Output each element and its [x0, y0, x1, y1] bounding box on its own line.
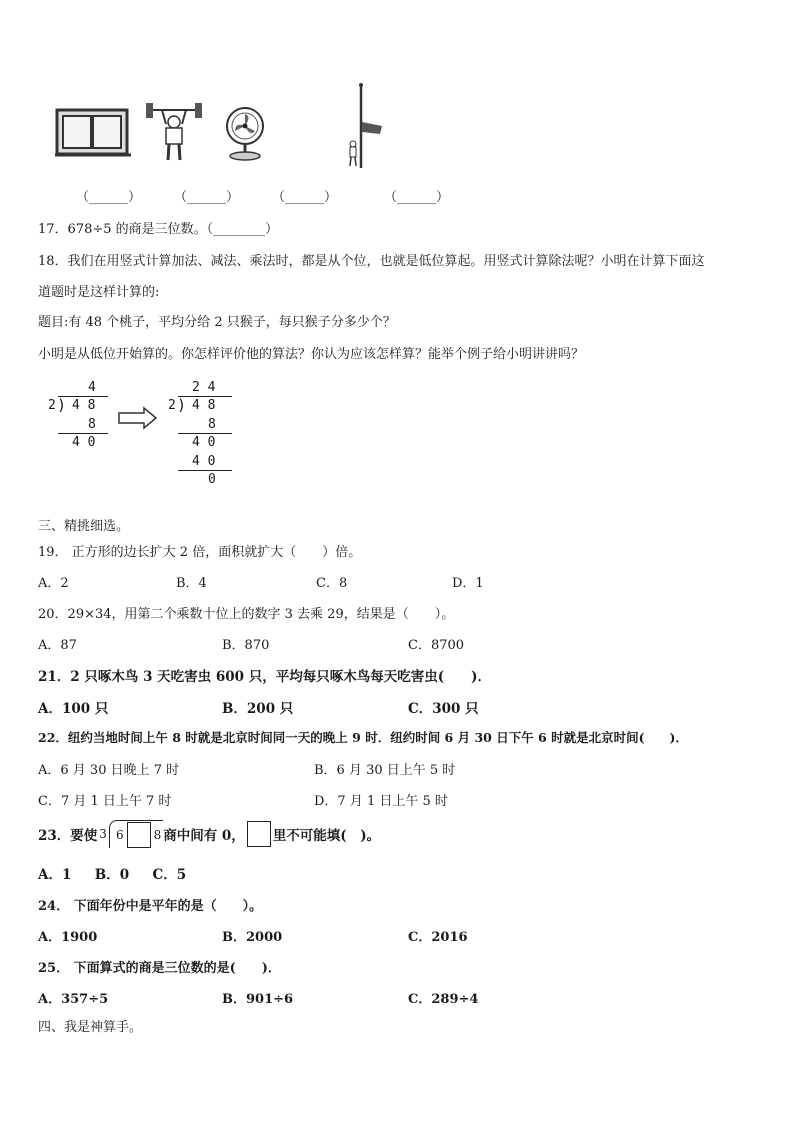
- q19-option-c[interactable]: C．8: [316, 576, 348, 591]
- ld-left-dividend: 4 8: [72, 398, 96, 413]
- q25-option-b[interactable]: B．901÷6: [222, 992, 294, 1007]
- q23-options: [38, 863, 186, 883]
- q19-option-a[interactable]: A．2: [38, 576, 69, 591]
- ld-right-step3: 4 0: [192, 454, 216, 469]
- q23-option-b[interactable]: B．0: [94, 867, 130, 883]
- q23-suffix: 里不可能填( )。: [272, 828, 381, 844]
- section-4-heading: 四、我是神算手。: [38, 1020, 143, 1035]
- q24-option-c[interactable]: C．2016: [408, 930, 468, 945]
- question-18-line-2: 道题时是这样计算的:: [38, 285, 160, 300]
- ld-right-quotient: 2 4: [192, 380, 216, 395]
- q20-option-a[interactable]: A．87: [38, 638, 77, 653]
- q23-option-c[interactable]: C．5: [152, 867, 187, 883]
- ld-right-step1: 8: [208, 417, 216, 432]
- ld-left-line: [58, 433, 108, 434]
- ld-left-bracket: ): [57, 396, 67, 414]
- question-18-line-4: 小明是从低位开始算的。你怎样评价他的算法？你认为应该怎样算？能举个例子给小明讲讲吗？: [38, 347, 585, 362]
- picture-blank-4[interactable]: （______）: [384, 190, 450, 205]
- question-20: 20．29×34，用第二个乘数十位上的数字 3 去乘 29，结果是（ ）。: [38, 607, 455, 622]
- question-23: [38, 820, 380, 848]
- q21-option-c[interactable]: C．300 只: [408, 701, 479, 717]
- question-19: 19． 正方形的边长扩大 2 倍，面积就扩大（ ）倍。: [38, 545, 362, 560]
- window-picture: [55, 108, 133, 162]
- q23-middle: 商中间有 0，: [163, 828, 245, 844]
- q23-digit-3: 8: [153, 828, 162, 842]
- ld-right-line-1: [178, 433, 232, 434]
- ld-right-divisor: 2: [168, 398, 176, 413]
- picture-blank-1[interactable]: （______）: [76, 190, 142, 205]
- window-icon: [55, 108, 133, 158]
- fan-picture: [222, 104, 268, 166]
- ld-right-step2: 4 0: [192, 435, 216, 450]
- q23-blank-box-2[interactable]: [247, 821, 271, 847]
- q21-option-b[interactable]: B．200 只: [222, 701, 294, 717]
- question-21: 21．2 只啄木鸟 3 天吃害虫 600 只，平均每只啄木鸟每天吃害虫( )．: [38, 669, 492, 685]
- question-17: 17．678÷5 的商是三位数。（________）: [38, 222, 279, 237]
- q22-option-c[interactable]: C．7 月 1 日上午 7 时: [38, 794, 172, 809]
- weightlifter-icon: [144, 100, 204, 165]
- fan-icon: [222, 104, 268, 162]
- question-25: 25． 下面算式的商是三位数的是( )．: [38, 961, 281, 976]
- q23-divisor: 3: [99, 827, 107, 841]
- q19-option-d[interactable]: D．1: [452, 576, 484, 591]
- ld-left-divisor: 2: [48, 398, 56, 413]
- question-18-line-1: 18．我们在用竖式计算加法、减法、乘法时，都是从个位，也就是低位算起。用竖式计算除法呢？小明在计算下面这: [38, 254, 705, 269]
- flag-raising-icon: [344, 82, 386, 170]
- ld-right-bar: [178, 396, 232, 397]
- ld-right-step4: 0: [208, 472, 216, 487]
- q22-option-b[interactable]: B．6 月 30 日上午 5 时: [314, 763, 456, 778]
- q25-option-a[interactable]: A．357÷5: [38, 992, 109, 1007]
- question-22: 22．纽约当地时间上午 8 时就是北京时间同一天的晚上 9 时．纽约时间 6 月 30 日下午 6 时就是北京时间( )．: [38, 730, 688, 745]
- q20-option-b[interactable]: B．870: [222, 638, 270, 653]
- q20-option-c[interactable]: C．8700: [408, 638, 465, 653]
- q23-digit-1: 6: [115, 828, 124, 842]
- q23-option-a[interactable]: A．1: [38, 867, 72, 883]
- ld-left-step1: 8: [88, 417, 96, 432]
- q21-option-a[interactable]: A．100 只: [38, 701, 109, 717]
- picture-blank-2[interactable]: （______）: [174, 190, 240, 205]
- ld-right-dividend: 4 8: [192, 398, 216, 413]
- ld-right-line-2: [178, 470, 232, 471]
- section-3-heading: 三、精挑细选。: [38, 519, 130, 534]
- q19-option-b[interactable]: B．4: [176, 576, 207, 591]
- q22-option-d[interactable]: D．7 月 1 日上午 5 时: [314, 794, 448, 809]
- weightlifter-picture: [144, 100, 204, 169]
- question-18-line-3: 题目:有 48 个桃子，平均分给 2 只猴子，每只猴子分多少个？: [38, 315, 396, 330]
- q23-division-bracket: [109, 820, 163, 848]
- q24-option-b[interactable]: B．2000: [222, 930, 283, 945]
- q25-option-c[interactable]: C．289÷4: [408, 992, 479, 1007]
- ld-left-quotient: 4: [88, 380, 96, 395]
- question-24: 24． 下面年份中是平年的是（ ）。: [38, 899, 263, 914]
- picture-blank-3[interactable]: （______）: [272, 190, 338, 205]
- ld-right-bracket: ): [177, 396, 187, 414]
- q24-option-a[interactable]: A．1900: [38, 930, 98, 945]
- arrow-right-icon: [118, 406, 158, 434]
- ld-left-step2: 4 0: [72, 435, 96, 450]
- q23-blank-box-1[interactable]: [127, 822, 151, 848]
- flag-raising-picture: [344, 82, 386, 174]
- q23-prefix: 23．要使: [38, 828, 98, 844]
- q22-option-a[interactable]: A．6 月 30 日晚上 7 时: [38, 763, 180, 778]
